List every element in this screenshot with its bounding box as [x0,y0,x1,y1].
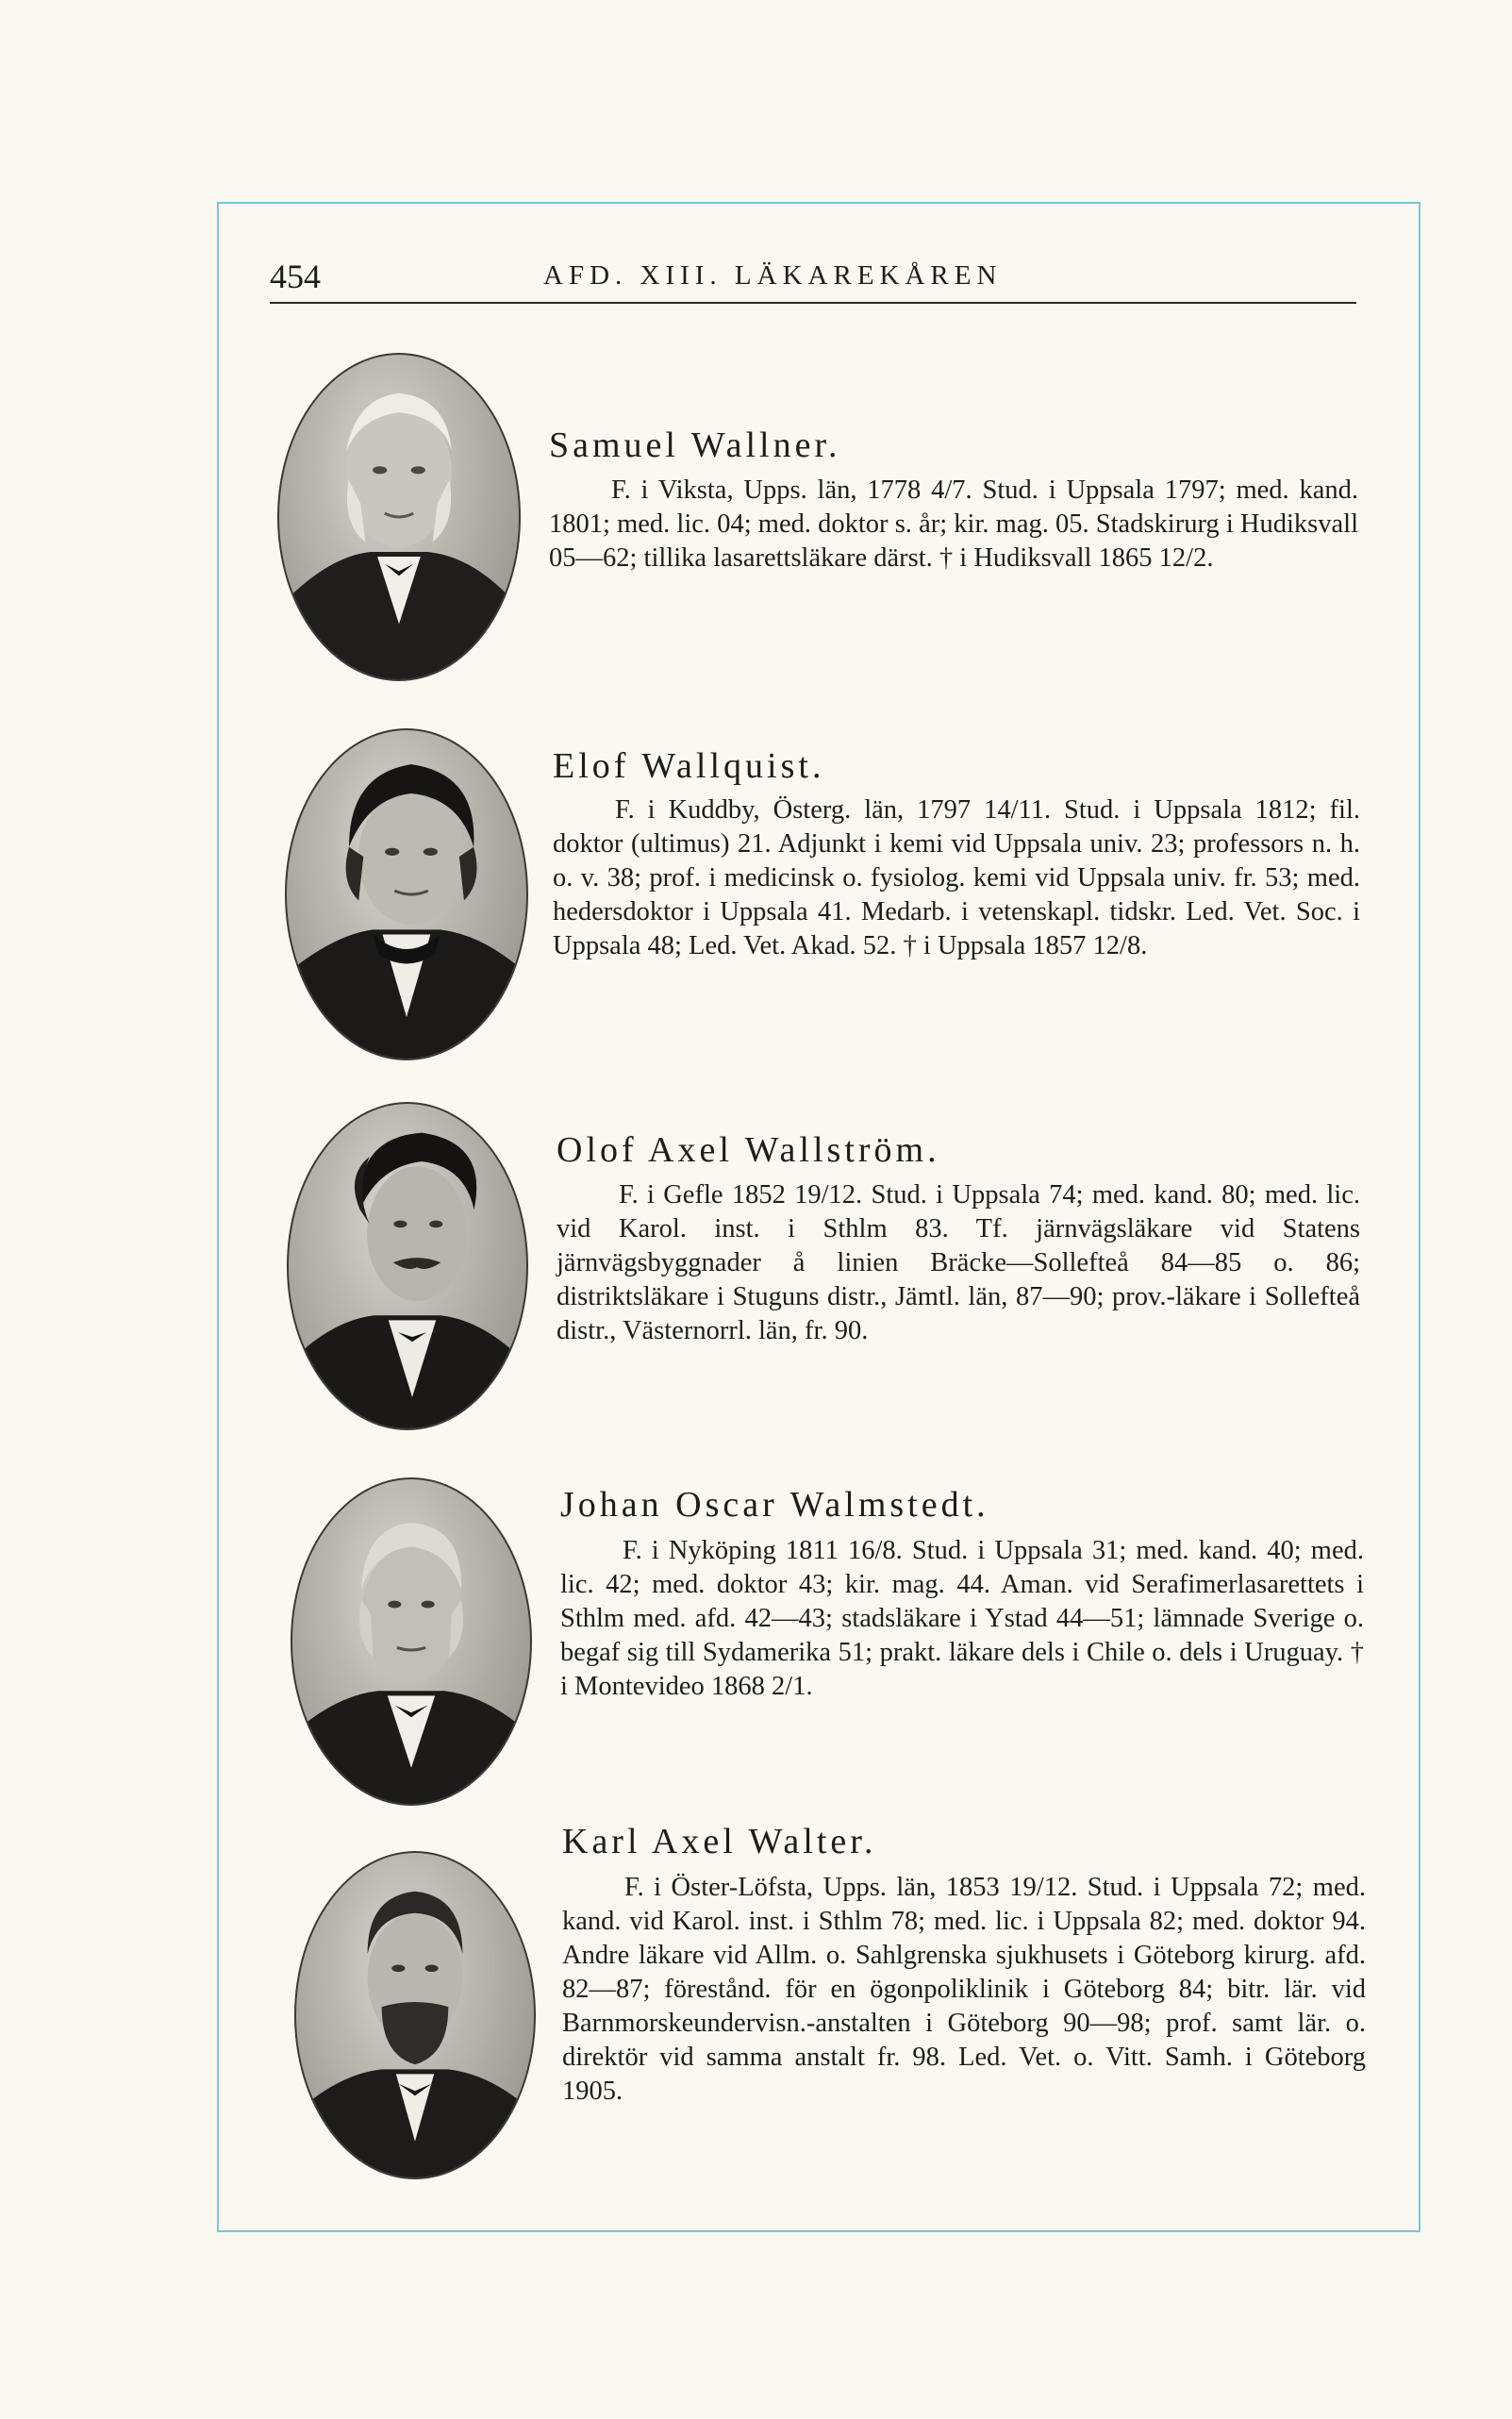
portrait-photo [294,1851,536,2179]
person-name: Johan Oscar Walmstedt. [560,1485,989,1525]
person-name: Samuel Wallner. [549,425,841,465]
person-name: Karl Axel Walter. [562,1822,877,1861]
portrait-photo [291,1477,532,1806]
section-title: AFD. XIII. LÄKAREKÅREN [543,260,1003,291]
biography-text [549,474,1358,576]
biography-text [553,793,1360,963]
biography-paragraph: F. i Öster-Löfsta, Upps. län, 1853 19/12. Stud. i Uppsala 72; med. kand. vid Karol. inst. i Sthlm 78; med. lic. i Uppsala 82; med. doktor 94. Andre läkare vid Allm. o. Sahlgrenska sjukhusets i Göteborg kirurg. afd. 82—87; förestånd. för en ögonpoliklinik i Göteborg 84; bitr. lär. vid Barnmorskeundervisn.-anstalten i Göteborg 90—98; prof. samt lär. o. direktör vid samma anstalt fr. 98. Led. Vet. o. Vitt. Samh. i Göteborg 1905. [562,1873,1366,2106]
portrait-photo [277,353,521,681]
page-number: 454 [270,258,321,295]
biography-paragraph: F. i Viksta, Upps. län, 1778 4/7. Stud. i Uppsala 1797; med. kand. 1801; med. lic. 04; med. doktor s. år; kir. mag. 05. Stadskirurg i Hudiksvall 05—62; tillika lasarettsläkare därst. † i Hudiksvall 1865 12/2. [549,475,1358,573]
portrait-photo [287,1102,528,1430]
person-name: Olof Axel Wallström. [557,1130,940,1170]
biography-paragraph: F. i Gefle 1852 19/12. Stud. i Uppsala 74; med. kand. 80; med. lic. vid Karol. inst. i Sthlm 83. Tf. järnvägsläkare vid Statens järnvägsbyggnader å linien Bräcke—Sollefteå 84—85 o. 86; distriktsläkare i Stuguns distr., Jämtl. län, 87—90; prov.-läkare i Sollefteå distr., Västernorrl. län, fr. 90. [557,1180,1360,1345]
biography-text [557,1178,1360,1348]
portrait-photo [285,728,528,1060]
biography-text [562,1871,1366,2109]
running-header [270,255,1356,304]
biography-text [560,1534,1364,1704]
person-name: Elof Wallquist. [553,746,825,786]
biography-paragraph: F. i Kuddby, Österg. län, 1797 14/11. Stud. i Uppsala 1812; fil. doktor (ultimus) 21. Adjunkt i kemi vid Uppsala univ. 23; professors n. h. o. v. 38; prof. i medicinsk o. fysiolog. kemi vid Uppsala univ. fr. 53; med. hedersdoktor i Uppsala 41. Medarb. i vetenskapl. tidskr. Led. Vet. Soc. i Uppsala 48; Led. Vet. Akad. 52. † i Uppsala 1857 12/8. [553,795,1360,960]
biography-paragraph: F. i Nyköping 1811 16/8. Stud. i Uppsala 31; med. kand. 40; med. lic. 42; med. doktor 43; kir. mag. 44. Aman. vid Serafimerlasarettets i Sthlm med. afd. 42—43; stadsläkare i Ystad 44—51; lämnade Sverige o. begaf sig till Sydamerika 51; prakt. läkare dels i Chile o. dels i Uruguay. † i Montevideo 1868 2/1. [560,1536,1364,1701]
